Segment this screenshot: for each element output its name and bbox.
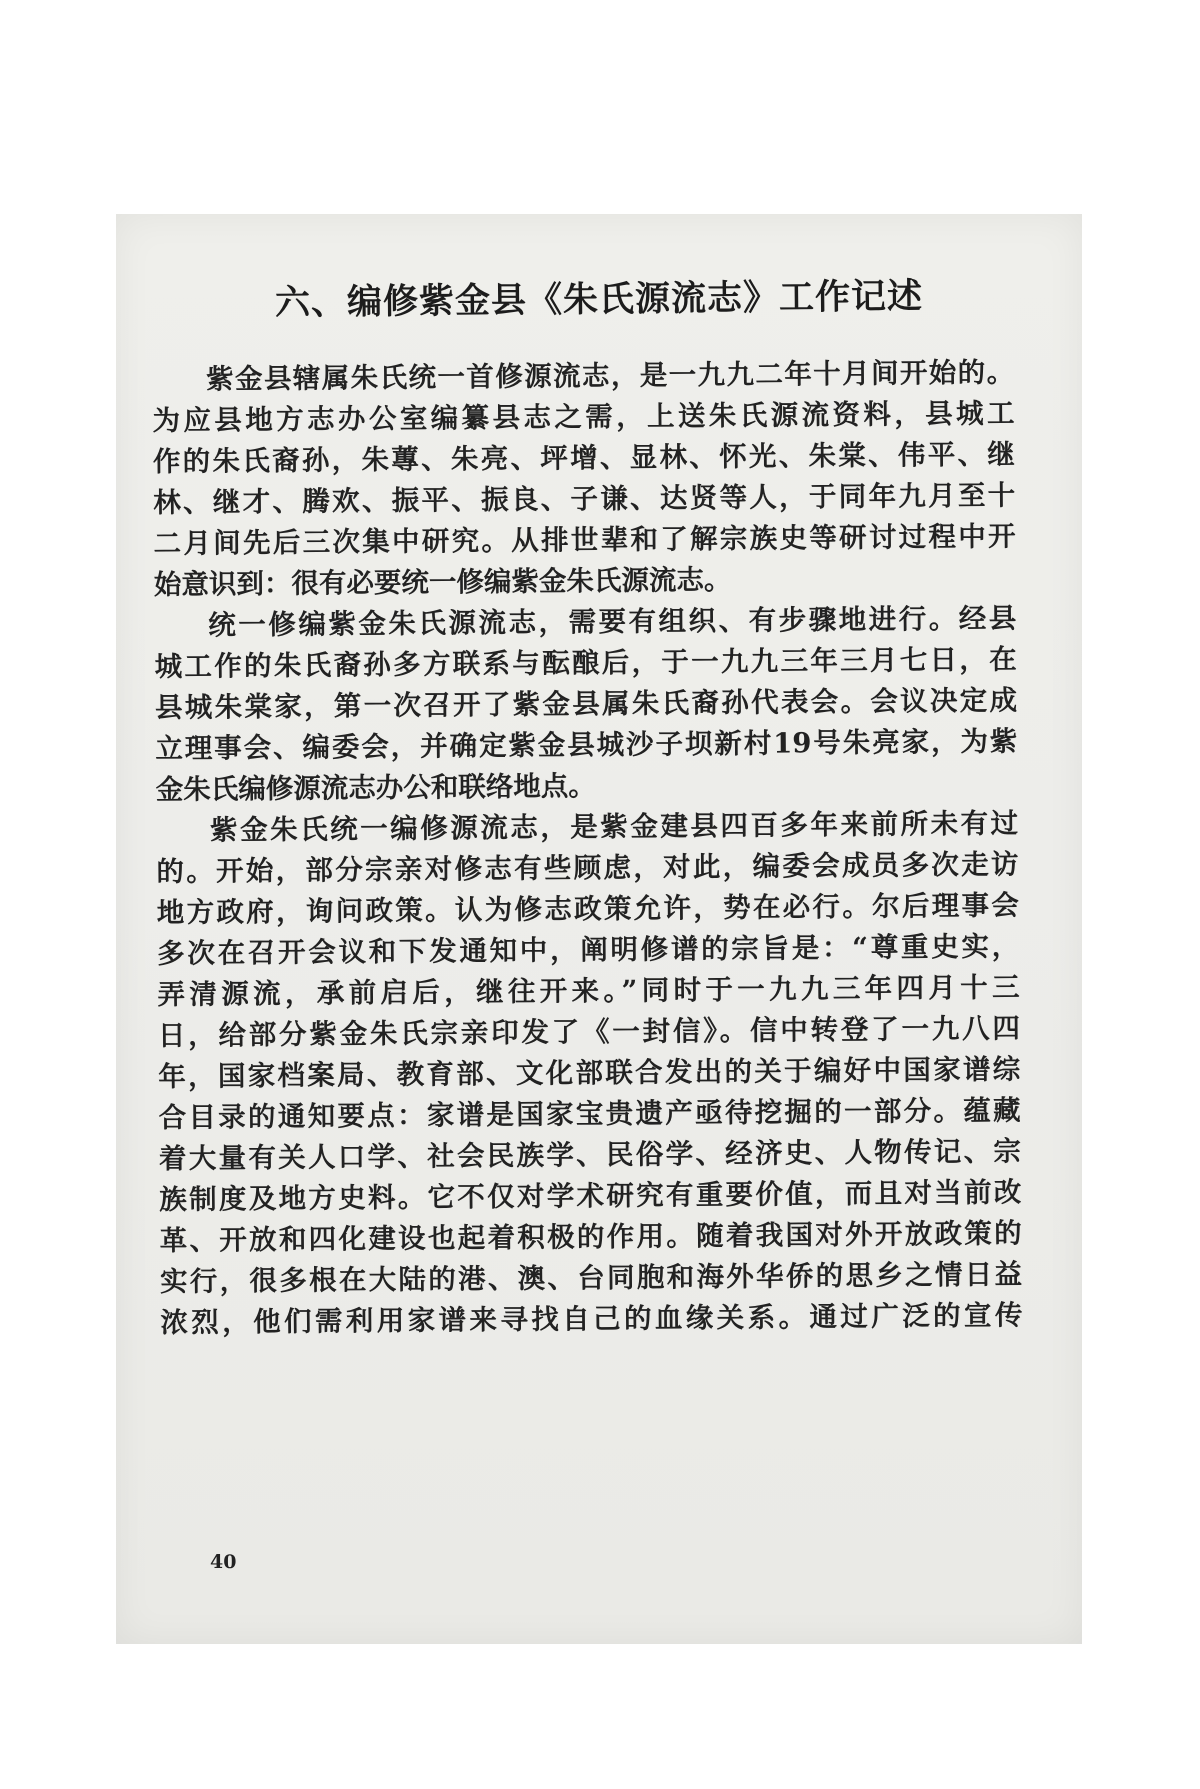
text-line: 浓烈，他们需利用家谱来寻找自己的血缘关系。通过广泛的宣传 (160, 1299, 1023, 1339)
page-title: 六、编修紫金县《朱氏源流志》工作记述 (274, 276, 924, 324)
text-line: 年，国家档案局、教育部、文化部联合发出的关于编好中国家谱综 (158, 1053, 1021, 1093)
text-line: 始意识到：很有必要统一修编紫金朱氏源流志。 (153, 563, 732, 601)
text-line: 合目录的通知要点：家谱是国家宝贵遗产亟待挖掘的一部分。蕴藏 (158, 1094, 1021, 1134)
text-line: 林、继才、腾欢、振平、振良、子谦、达贤等人，于同年九月至十 (153, 479, 1016, 519)
text-line: 统一修编紫金朱氏源流志，需要有组织、有步骤地进行。经县 (208, 602, 1017, 642)
text-line: 多次在召开会议和下发通知中，阐明修谱的宗旨是：“尊重史实， (157, 930, 1020, 970)
text-line: 二月间先后三次集中研究。从排世辈和了解宗族史等研讨过程中开 (153, 520, 1016, 560)
text-line: 金朱氏编修源流志办公和联络地点。 (155, 770, 596, 806)
text-line: 为应县地方志办公室编纂县志之需，上送朱氏源流资料，县城工 (152, 397, 1015, 437)
body-text (152, 352, 1023, 1343)
scanned-page (116, 214, 1082, 1644)
text-line: 紫金县辖属朱氏统一首修源流志，是一九九二年十月间开始的。 (206, 356, 1015, 396)
text-line: 立理事会、编委会，并确定紫金县城沙子坝新村19号朱亮家，为紫 (155, 725, 1018, 765)
text-line: 地方政府，询问政策。认为修志政策允许，势在必行。尔后理事会 (156, 889, 1019, 929)
text-line: 城工作的朱氏裔孙多方联系与酝酿后，于一九九三年三月七日，在 (154, 643, 1017, 683)
page-number: 40 (210, 1551, 237, 1573)
text-line: 县城朱棠家，第一次召开了紫金县属朱氏裔孙代表会。会议决定成 (154, 684, 1018, 724)
text-line: 族制度及地方史料。它不仅对学术研究有重要价值，而且对当前改 (159, 1176, 1022, 1216)
text-line: 弄清源流，承前启后，继往开来。”同时于一九九三年四月十三 (157, 971, 1020, 1011)
text-line: 实行，很多根在大陆的港、澳、台同胞和海外华侨的思乡之情日益 (159, 1258, 1023, 1298)
text-line: 紫金朱氏统一编修源流志，是紫金建县四百多年来前所未有过 (209, 807, 1019, 847)
text-line: 作的朱氏裔孙，朱蓴、朱亮、坪增、显林、怀光、朱棠、伟平、继 (152, 438, 1015, 478)
text-line: 的。开始，部分宗亲对修志有些顾虑，对此，编委会成员多次走访 (156, 848, 1019, 888)
text-line: 日，给部分紫金朱氏宗亲印发了《一封信》。信中转登了一九八四 (157, 1012, 1021, 1052)
text-line: 着大量有关人口学、社会民族学、民俗学、经济史、人物传记、宗 (158, 1135, 1022, 1175)
text-line: 革、开放和四化建设也起着积极的作用。随着我国对外开放政策的 (159, 1217, 1022, 1257)
